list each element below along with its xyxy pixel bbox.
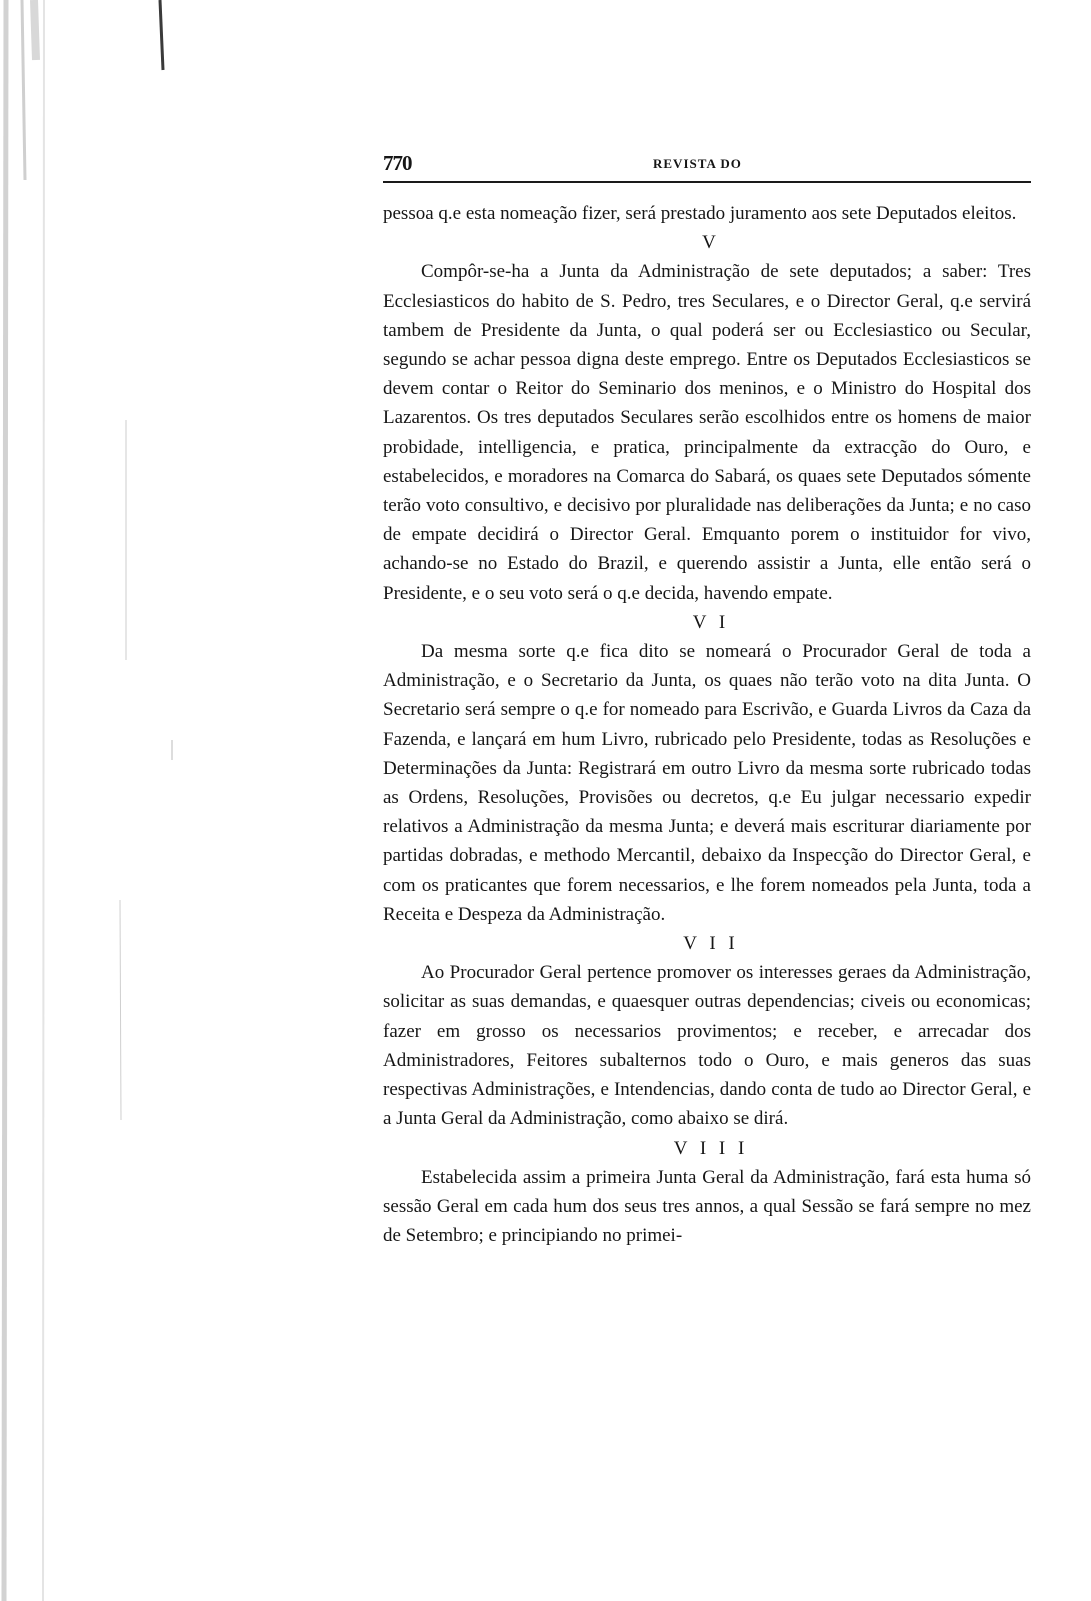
header-rule (383, 181, 1031, 183)
scanned-binding-edge (0, 0, 175, 1601)
section-number-vii: V I I (683, 933, 739, 955)
section-vi-text: Da mesma sorte q.e fica dito se nomeará o Procurador Geral de toda a Administração, e o Secretario da Junta, os quaes não terão voto na dita Junta. O Secretario será sempre o q.e for nomeado para Escrivão, e Guarda Livros da Caza da Fazenda, e lançará em hum Livro, rubricado pelo Presidente, todas as Resoluções e Determinações da Junta: Registrará em outro Livro da mesma sorte rubricado todas as Ordens, Resoluções, Provisões ou decretos, q.e Eu julgar necessario expedir relativos a Administração da mesma Junta; e deverá mais escriturar diariamente por partidas dobradas, e methodo Mercantil, debaixo da Inspecção do Director Geral, e com os praticantes que forem necessarios, e lhe forem nomeados pela Junta, toda a Receita e Despeza da Administração. (383, 641, 1031, 925)
section-v-text: Compôr-se-ha a Junta da Administração de sete deputados; a saber: Tres Ecclesiasticos do habito de S. Pedro, tres Seculares, e o Director Geral, q.e servirá tambem de Presidente da Junta, o qual poderá ser ou Ecclesiastico ou Secular, segundo se achar pessoa digna deste emprego. Entre os Deputados Ecclesiasticos se devem contar o Reitor do Seminario dos meninos, e o Ministro do Hospital dos Lazarentos. Os tres deputados Seculares serão escolhidos entre os homens de maior probidade, intelligencia, e pratica, principalmente da extracção do Ouro, e estabelecidos, e moradores na Comarca do Sabará, os quaes sete Deputados sómente terão voto consultivo, e decisivo por pluralidade nas deliberações da Junta; e no caso de empate decidirá o Director Geral. Emquanto porem o instituidor for vivo, achando-se no Estado do Brazil, e querendo assistir a Junta, elle então será o Presidente, e o seu voto será o q.e decida, havendo empate. (383, 261, 1031, 604)
section-number-v: V (702, 232, 720, 254)
journal-title: REVISTA DO (653, 156, 742, 171)
running-header (383, 145, 1031, 181)
section-viii-text: Estabelecida assim a primeira Junta Geral da Administração, fará esta huma só sessão Geral em cada hum dos seus tres annos, a qual Sessão se fará sempre no mez de Setembro; e principiando no primei- (383, 1166, 1031, 1247)
page-number: 770 (383, 151, 412, 175)
section-number-viii: V I I I (673, 1137, 749, 1159)
document-page (383, 145, 1031, 1250)
opening-paragraph: pessoa q.e esta nomeação fizer, será prestado juramento aos sete Deputados eleitos. (383, 203, 1017, 224)
section-vii-text: Ao Procurador Geral pertence promover os interesses geraes da Administração, solicitar as suas demandas, e quaesquer outras dependencias; civeis ou economicas; fazer em grosso os necessarios provimentos; e receber, e arrecadar dos Administradores, Feitores subalternos todo o Ouro, e mais generos das suas respectivas Administrações, e Intendencias, dando conta de tudo ao Director Geral, e a Junta Geral da Administração, como abaixo se dirá. (383, 962, 1031, 1130)
section-number-vi: V I (692, 611, 730, 633)
